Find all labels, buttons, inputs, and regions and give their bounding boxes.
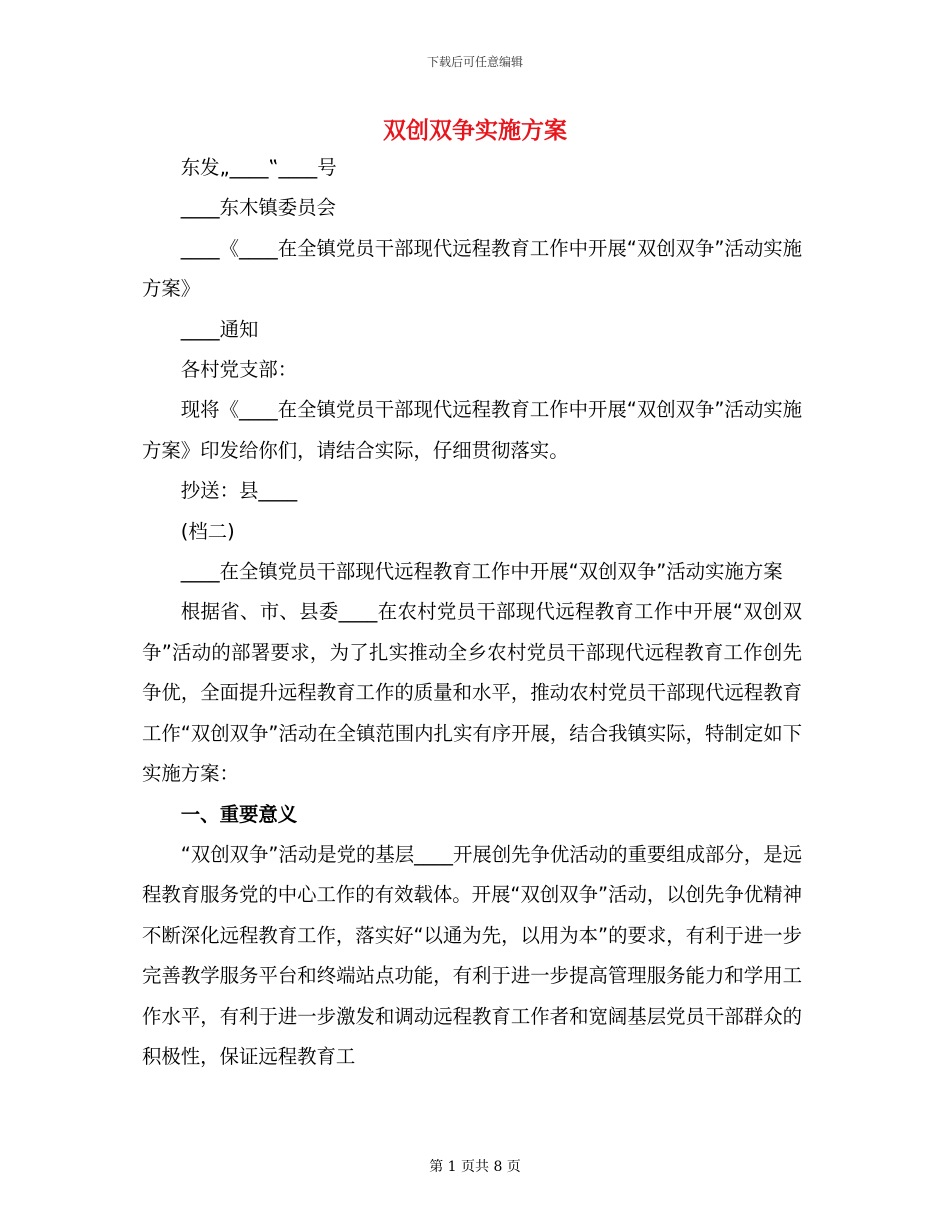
- file-label: (档二): [180, 519, 235, 543]
- section-heading: 一、重要意义: [180, 802, 298, 826]
- issuer-line: ____东木镇委员会: [180, 196, 336, 220]
- document-title: 双创双争实施方案: [383, 117, 567, 144]
- notice-label: ____通知: [180, 317, 259, 341]
- page-footer: 第 1 页共 8 页: [429, 1159, 521, 1175]
- cc-line: 抄送：县____: [180, 479, 298, 503]
- document-body: [142, 148, 802, 1077]
- intro-paragraph: 根据省、市、县委____在农村党员干部现代远程教育工作中开展“双创双争”活动的部署要求，为了扎实推动全乡农村党员干部现代远程教育工作创先争优，全面提升远程教育工作的质量和水平，推动农村党员干部现代远程教育工作“双创双争”活动在全镇范围内扎实有序开展，结合我镇实际，特制定如下实施方案：: [142, 600, 802, 786]
- doc-number-line: 东发„____‟____号: [180, 156, 337, 179]
- plan-title-paragraph: ____在全镇党员干部现代远程教育工作中开展“双创双争”活动实施方案: [180, 560, 783, 584]
- page-header-note: 下载后可任意编辑: [426, 55, 523, 69]
- section-paragraph: “双创双争”活动是党的基层____开展创先争优活动的重要组成部分，是远程教育服务党的中心工作的有效载体。开展“双创双争”活动，以创先争优精神不断深化远程教育工作，落实好“以通为先，以用为本”的要求，有利于进一步完善教学服务平台和终端站点功能，有利于进一步提高管理服务能力和学用工作水平，有利于进一步激发和调动远程教育工作者和宽阔基层党员干部群众的积极性，保证远程教育工: [142, 842, 802, 1068]
- notice-subject: ____《____在全镇党员干部现代远程教育工作中开展“双创双争”活动实施方案》: [142, 236, 802, 301]
- addressee-line: 各村党支部：: [180, 358, 298, 382]
- notice-body-paragraph: 现将《____在全镇党员干部现代远程教育工作中开展“双创双争”活动实施方案》印发给你们，请结合实际，仔细贯彻落实。: [142, 398, 802, 462]
